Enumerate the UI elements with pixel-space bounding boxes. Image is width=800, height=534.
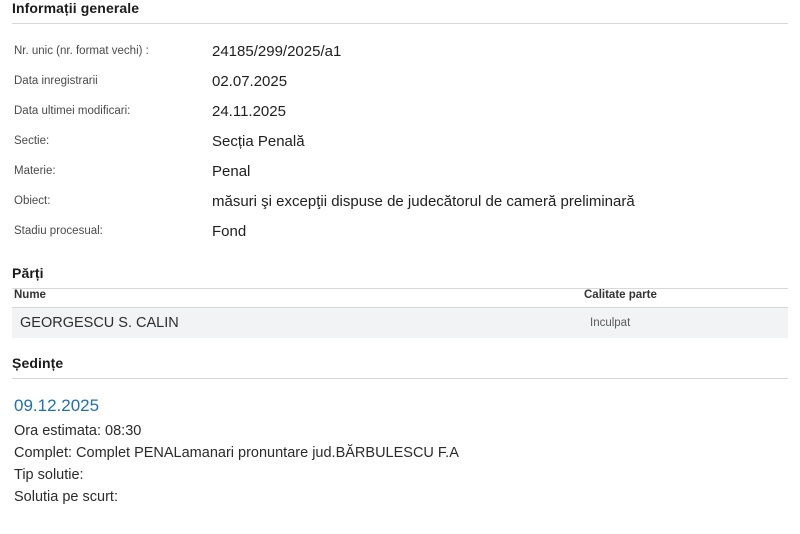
hearing-line: Complet: Complet PENALamanari pronuntare jud.BĂRBULESCU F.A — [14, 445, 459, 461]
info-value: Secția Penală — [212, 132, 305, 150]
hearing-details — [12, 420, 788, 508]
party-name: GEORGESCU S. CALIN — [20, 315, 179, 331]
hearings-divider — [12, 378, 788, 379]
info-value: 24185/299/2025/a1 — [212, 42, 342, 60]
table-row — [12, 216, 788, 246]
parties-section — [12, 265, 788, 338]
info-label: Obiect: — [14, 195, 51, 207]
table-row — [12, 126, 788, 156]
table-row — [12, 96, 788, 126]
hearings-section — [12, 355, 788, 508]
info-label: Sectie: — [14, 135, 50, 147]
general-info-divider — [12, 23, 788, 24]
hearing-date[interactable]: 09.12.2025 — [14, 396, 100, 415]
party-quality: Inculpat — [590, 317, 631, 329]
info-value: Penal — [212, 162, 251, 180]
parties-column-name: Nume — [14, 289, 46, 301]
general-info-table — [12, 36, 788, 246]
hearings-title: Ședințe — [12, 355, 64, 371]
info-label: Data ultimei modificari: — [14, 105, 131, 117]
table-row — [12, 186, 788, 216]
info-label: Materie: — [14, 165, 56, 177]
table-row — [12, 66, 788, 96]
parties-column-quality: Calitate parte — [584, 289, 657, 301]
info-label: Nr. unic (nr. format vechi) : — [14, 45, 149, 57]
info-value: 02.07.2025 — [212, 72, 288, 90]
general-info-section — [12, 0, 788, 246]
table-row — [12, 308, 788, 338]
general-info-title: Informații generale — [12, 0, 140, 16]
info-value: 24.11.2025 — [212, 102, 286, 120]
info-value: Fond — [212, 222, 247, 240]
hearing-line: Ora estimata: 08:30 — [14, 423, 142, 439]
table-row — [12, 156, 788, 186]
table-row — [12, 36, 788, 66]
parties-title: Părți — [12, 265, 44, 281]
info-label: Stadiu procesual: — [14, 225, 103, 237]
parties-header-row — [12, 289, 788, 308]
hearing-line: Solutia pe scurt: — [14, 489, 118, 505]
info-value: măsuri şi excepţii dispuse de judecătorul de cameră preliminară — [212, 192, 635, 210]
hearing-line: Tip solutie: — [14, 467, 84, 483]
info-label: Data inregistrarii — [14, 75, 98, 87]
